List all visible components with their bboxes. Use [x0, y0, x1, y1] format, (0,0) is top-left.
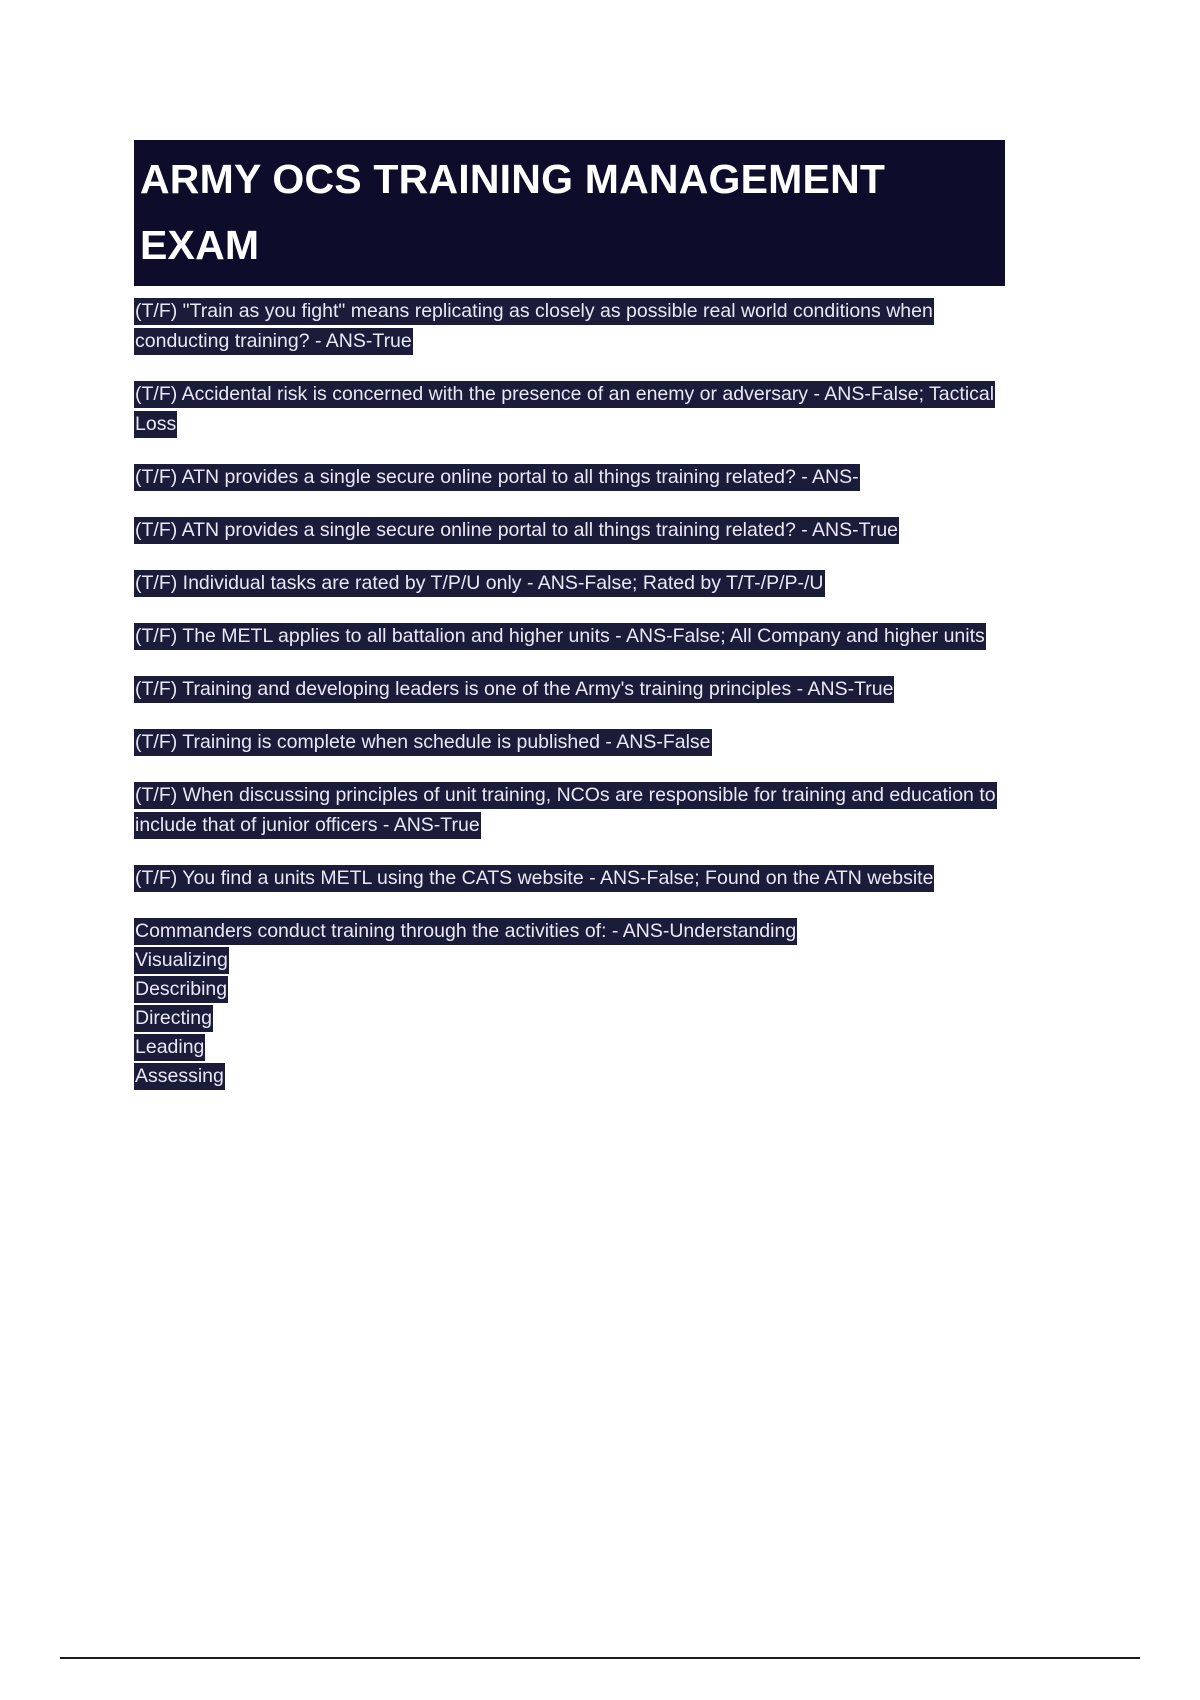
qa-text: (T/F) "Train as you fight" means replicating as closely as possible real world conditions when conducting training? - ANS-True: [134, 298, 934, 355]
list-item-text: Leading: [134, 1034, 205, 1061]
qa-text: (T/F) ATN provides a single secure online portal to all things training related? - ANS-True: [134, 517, 899, 544]
list-item: [134, 1004, 1014, 1033]
qa-text: (T/F) The METL applies to all battalion and higher units - ANS-False; All Company and higher units: [134, 623, 986, 650]
list-item-text: Directing: [134, 1005, 213, 1032]
page-title-text: ARMY OCS TRAINING MANAGEMENT EXAM: [140, 156, 897, 268]
qa-line: [134, 515, 1014, 545]
list-item-text: Assessing: [134, 1063, 225, 1090]
document-body: [134, 296, 1014, 1114]
qa-text: (T/F) Individual tasks are rated by T/P/U only - ANS-False; Rated by T/T-/P/P-/U: [134, 570, 825, 597]
qa-block-activities: [134, 916, 1014, 1091]
qa-text: (T/F) Training is complete when schedule is published - ANS-False: [134, 729, 712, 756]
qa-text: (T/F) Training and developing leaders is one of the Army's training principles - ANS-True: [134, 676, 894, 703]
qa-line: [134, 379, 1014, 439]
qa-block: [134, 515, 1014, 545]
qa-block: [134, 462, 1014, 492]
list-item: [134, 1062, 1014, 1091]
qa-text: (T/F) You find a units METL using the CATS website - ANS-False; Found on the ATN website: [134, 865, 934, 892]
qa-block: [134, 568, 1014, 598]
qa-line: [134, 296, 1014, 356]
page-title: [134, 140, 1005, 286]
qa-line: [134, 621, 1014, 651]
list-item: [134, 946, 1014, 975]
footer-divider: [60, 1657, 1140, 1659]
qa-line: [134, 863, 1014, 893]
qa-text: Commanders conduct training through the activities of: - ANS-Understanding: [134, 918, 797, 945]
list-item: [134, 1033, 1014, 1062]
qa-block: [134, 863, 1014, 893]
qa-text: (T/F) When discussing principles of unit training, NCOs are responsible for training and education to include that of junior officers - ANS-True: [134, 782, 997, 839]
qa-block: [134, 780, 1014, 840]
qa-line: [134, 780, 1014, 840]
qa-block: [134, 621, 1014, 651]
qa-line: [134, 727, 1014, 757]
qa-text: (T/F) Accidental risk is concerned with the presence of an enemy or adversary - ANS-False; Tactical Loss: [134, 381, 995, 438]
qa-line: [134, 916, 1014, 946]
qa-line: [134, 568, 1014, 598]
qa-block: [134, 379, 1014, 439]
qa-block: [134, 727, 1014, 757]
qa-block: [134, 674, 1014, 704]
list-item-text: Describing: [134, 976, 228, 1003]
list-item: [134, 975, 1014, 1004]
qa-line: [134, 674, 1014, 704]
list-item-text: Visualizing: [134, 947, 229, 974]
qa-block: [134, 296, 1014, 356]
qa-line: [134, 462, 1014, 492]
qa-text: (T/F) ATN provides a single secure online portal to all things training related? - ANS-: [134, 464, 860, 491]
